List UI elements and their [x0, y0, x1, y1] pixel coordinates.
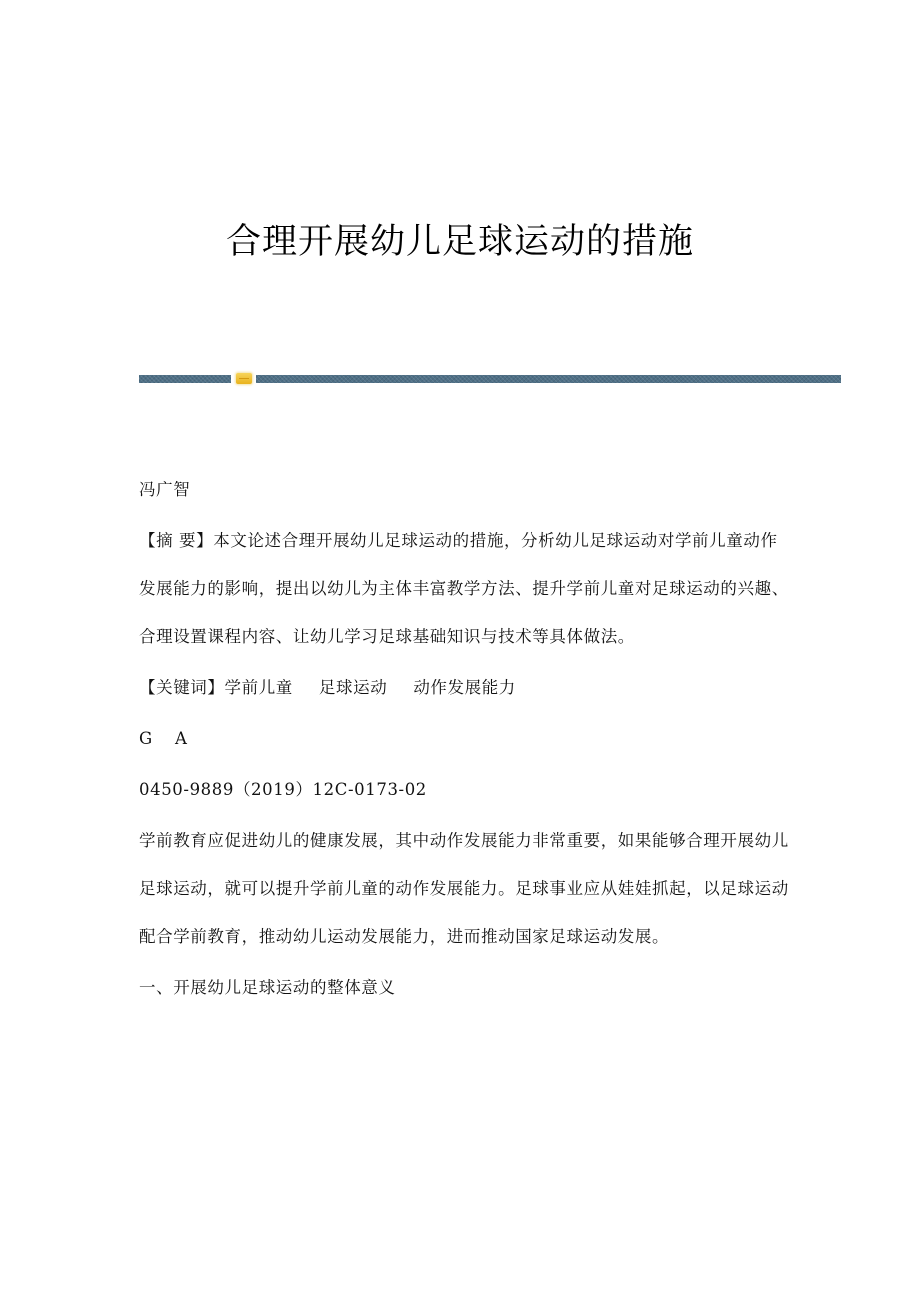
abstract-label: 【摘 要】: [139, 531, 214, 550]
keywords: [139, 664, 789, 712]
title-divider: [139, 375, 841, 384]
divider-ornament-icon: [236, 373, 252, 384]
section-heading: 一、开展幼儿足球运动的整体意义: [139, 978, 396, 997]
keyword-item: 动作发展能力: [413, 678, 516, 697]
article-id: 0450-9889（2019）12C-0173-02: [139, 780, 427, 799]
keyword-item: 足球运动: [318, 678, 388, 697]
body-paragraph: 学前教育应促进幼儿的健康发展，其中动作发展能力非常重要，如果能够合理开展幼儿足球运动，就可以提升学前儿童的动作发展能力。足球事业应从娃娃抓起，以足球运动配合学前教育，推动幼儿运动发展能力，进而推动国家足球运动发展。: [139, 831, 789, 946]
divider-bar-right: [256, 375, 841, 383]
document-code: A: [175, 729, 188, 748]
keywords-label: 【关键词】: [139, 678, 225, 697]
document-body: [139, 466, 789, 1012]
abstract: [139, 517, 789, 661]
classification-codes: [139, 715, 789, 763]
keyword-item: 学前儿童: [224, 678, 293, 697]
abstract-text: 本文论述合理开展幼儿足球运动的措施，分析幼儿足球运动对学前儿童动作发展能力的影响，提出以幼儿为主体丰富教学方法、提升学前儿童对足球运动的兴趣、合理设置课程内容、让幼儿学习足球基础知识与技术等具体做法。: [139, 531, 789, 646]
author-name: 冯广智: [139, 480, 191, 499]
divider-bar-left: [139, 375, 231, 383]
clc-code: G: [139, 729, 153, 748]
document-title: 合理开展幼儿足球运动的措施: [225, 222, 694, 262]
